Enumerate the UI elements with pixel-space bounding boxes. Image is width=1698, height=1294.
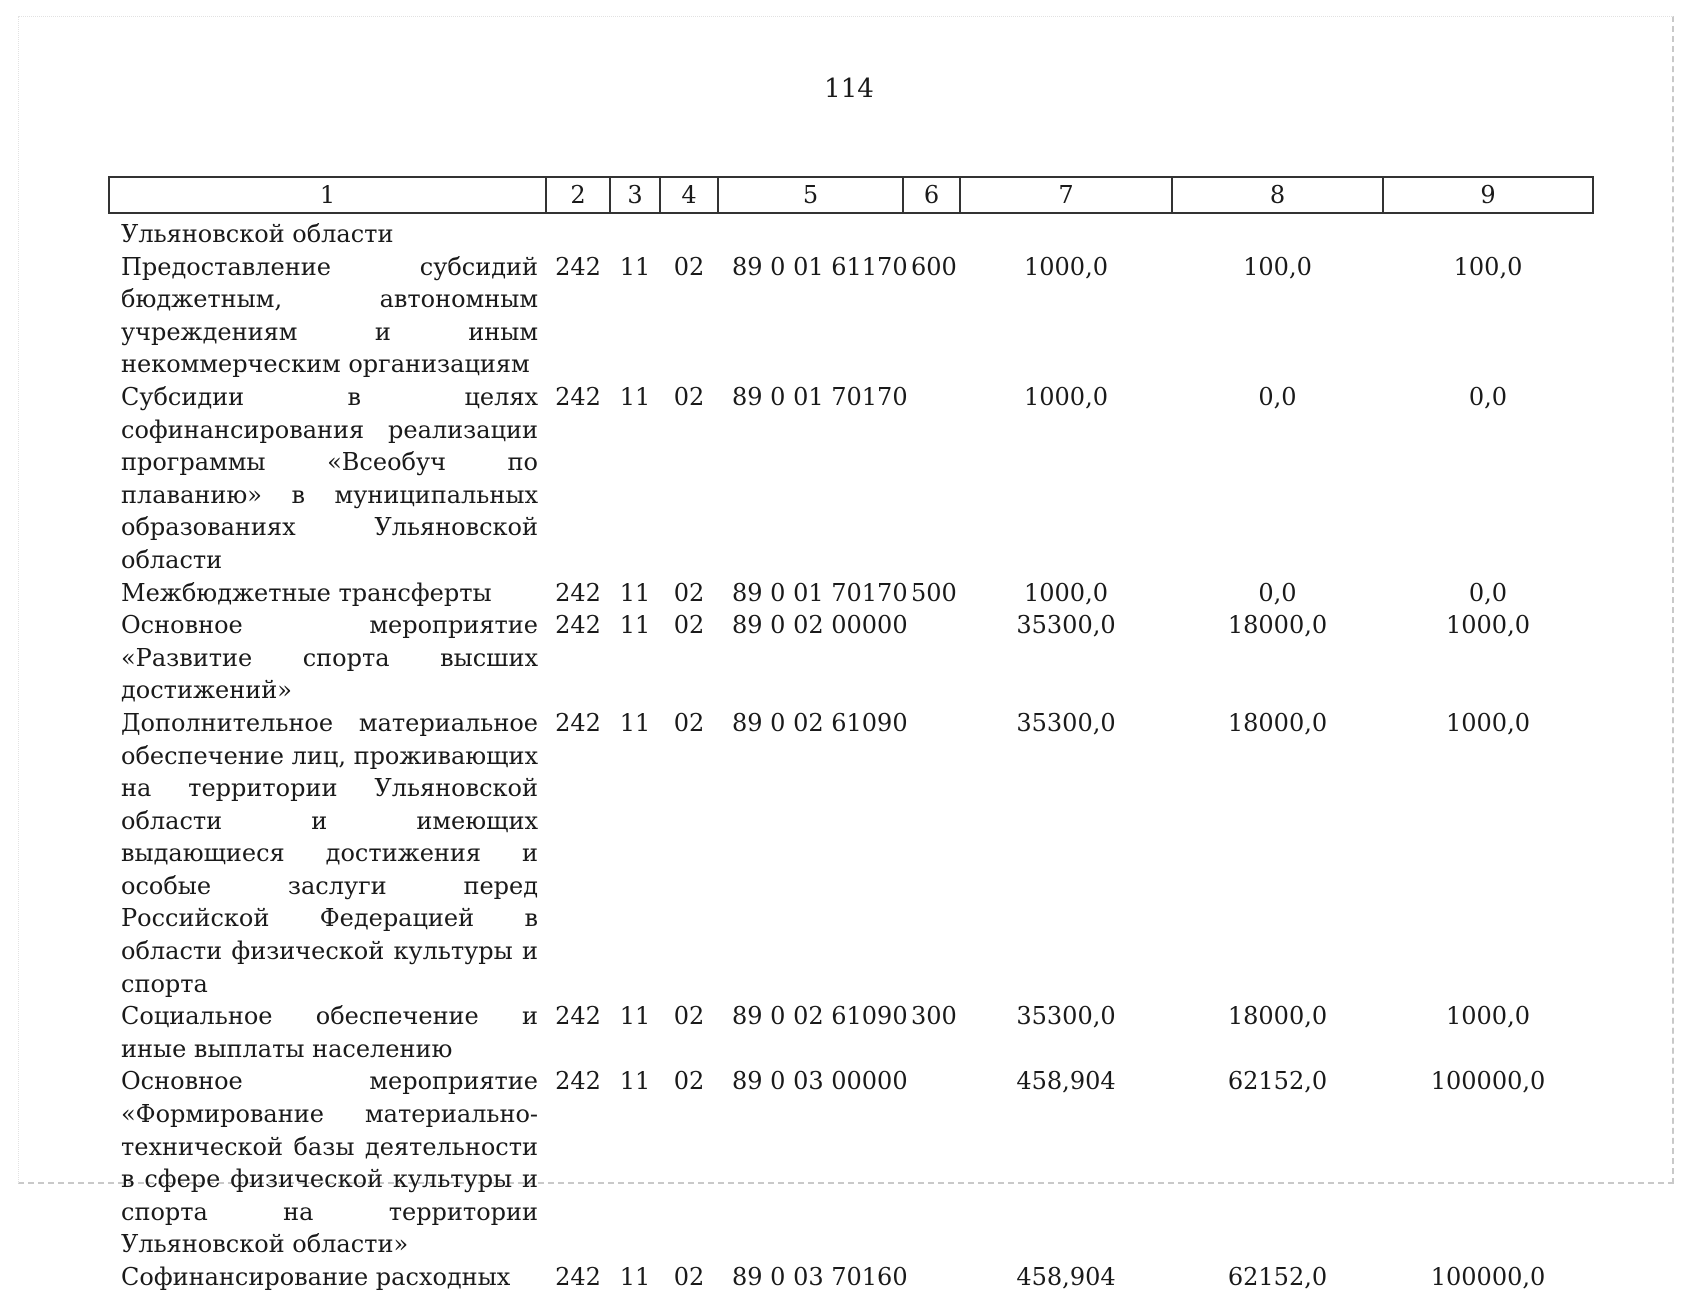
cell-col6: [903, 1065, 960, 1261]
cell-col5: 89 0 01 70170: [732, 578, 908, 607]
cell-col3: 11: [619, 708, 651, 737]
cell-col7: 35300,0: [1016, 708, 1116, 737]
cell-col2: 242: [555, 1263, 601, 1291]
cell-col2: 242: [555, 1002, 601, 1031]
budget-table: [108, 176, 1594, 1294]
cell-col7: 1000,0: [1024, 252, 1108, 281]
cell-col8: 18000,0: [1227, 611, 1328, 640]
column-header-9: 9: [1383, 177, 1593, 213]
row-description: Софинансирование расходных: [121, 1263, 511, 1291]
cell-col9: 100,0: [1453, 252, 1523, 281]
cell-col4: 02: [673, 1002, 705, 1031]
column-header-5: 5: [718, 177, 903, 213]
row-description: Основное мероприятие «Формирование материально-технической базы деятельности в сфере физической культуры и спорта на территории Ульяновской области»: [121, 1067, 538, 1259]
cell-col3: 11: [619, 1002, 651, 1031]
cell-col5: 89 0 01 70170: [732, 382, 908, 411]
cell-col9: 0,0: [1468, 382, 1508, 411]
cell-col5: [718, 213, 903, 251]
cell-col3: 11: [619, 611, 651, 640]
cell-col6: [903, 213, 960, 251]
cell-col7: 1000,0: [1024, 578, 1108, 607]
cell-col8: [1172, 213, 1383, 251]
cell-col5: 89 0 02 00000: [732, 611, 908, 640]
cell-col4: 02: [673, 382, 705, 411]
cell-col6: 500: [911, 578, 957, 607]
cell-col6: 300: [911, 1002, 957, 1031]
cell-col9: 100000,0: [1430, 1067, 1546, 1096]
cell-col3: 11: [619, 252, 651, 281]
cell-col8: 62152,0: [1227, 1263, 1328, 1291]
cell-col7: 1000,0: [1024, 382, 1108, 411]
cell-col3: 11: [619, 382, 651, 411]
cell-col4: 02: [673, 708, 705, 737]
cell-col2: 242: [555, 252, 601, 281]
table-header-row: [109, 177, 1593, 213]
cell-col7: [960, 213, 1172, 251]
row-description: Основное мероприятие «Развитие спорта высших достижений»: [121, 611, 538, 705]
cell-col4: 02: [673, 1263, 705, 1291]
cell-col8: 100,0: [1243, 252, 1312, 281]
cell-col7: 35300,0: [1016, 1002, 1116, 1031]
cell-col7: 35300,0: [1016, 611, 1116, 640]
cell-col3: 11: [619, 578, 651, 607]
cell-col7: 458,904: [1016, 1263, 1116, 1291]
cell-col9: 1000,0: [1446, 708, 1530, 737]
cell-col2: 242: [555, 708, 601, 737]
table-row: [109, 609, 1593, 707]
cell-col9: 0,0: [1468, 578, 1508, 607]
cell-col4: 02: [673, 252, 705, 281]
cell-col6: 600: [911, 252, 957, 281]
table-row: [109, 1065, 1593, 1261]
cell-col9: 1000,0: [1446, 1002, 1530, 1031]
cell-col4: 02: [673, 611, 705, 640]
cell-col9: 1000,0: [1446, 611, 1530, 640]
cell-col2: 242: [555, 611, 601, 640]
cell-col2: 242: [555, 578, 601, 607]
cell-col8: 18000,0: [1227, 708, 1328, 737]
cell-col7: 458,904: [1016, 1067, 1116, 1096]
cell-col4: 02: [673, 1067, 705, 1096]
table-row: [109, 381, 1593, 577]
cell-col2: 242: [555, 382, 601, 411]
cell-col5: 89 0 02 61090: [732, 708, 908, 737]
row-description: Дополнительное материальное обеспечение лиц, проживающих на территории Ульяновской области и имеющих выдающиеся достижения и особые заслуги перед Российской Федерацией в области физической культуры и спорта: [121, 708, 539, 998]
table-row: [109, 213, 1593, 251]
cell-col2: 242: [555, 1067, 601, 1096]
row-description: Межбюджетные трансферты: [121, 578, 492, 607]
table-row: [109, 1000, 1593, 1065]
cell-col4: 02: [673, 578, 705, 607]
cell-col6: [903, 609, 960, 707]
column-header-7: 7: [960, 177, 1172, 213]
cell-col3: 11: [619, 1263, 651, 1291]
table-row: [109, 577, 1593, 610]
cell-col5: 89 0 01 61170: [732, 252, 908, 281]
column-header-2: 2: [546, 177, 610, 213]
cell-col2: [546, 213, 610, 251]
cell-col4: [660, 213, 718, 251]
cell-col8: 18000,0: [1227, 1002, 1328, 1031]
column-header-4: 4: [660, 177, 718, 213]
cell-col8: 0,0: [1258, 382, 1297, 411]
row-description: Предоставление субсидий бюджетным, автономным учреждениям и иным некоммерческим организациям: [121, 252, 538, 379]
cell-col5: 89 0 02 61090: [732, 1002, 908, 1031]
column-header-6: 6: [903, 177, 960, 213]
page-number: 114: [824, 74, 874, 104]
row-description: Ульяновской области: [121, 220, 394, 248]
column-header-1: 1: [109, 177, 546, 213]
cell-col3: [610, 213, 660, 251]
cell-col9: 100000,0: [1430, 1263, 1546, 1291]
cell-col5: 89 0 03 70160: [732, 1263, 908, 1291]
cell-col3: 11: [619, 1067, 651, 1096]
cell-col8: 0,0: [1258, 578, 1297, 607]
cell-col6: [903, 1261, 960, 1294]
row-description: Субсидии в целях софинансирования реализации программы «Всеобуч по плаванию» в муниципальных образованиях Ульяновской области: [121, 382, 538, 574]
column-header-8: 8: [1172, 177, 1383, 213]
row-description: Социальное обеспечение и иные выплаты населению: [121, 1002, 538, 1063]
column-header-3: 3: [610, 177, 660, 213]
cell-col8: 62152,0: [1227, 1067, 1328, 1096]
table-row: [109, 707, 1593, 1000]
table-row: [109, 1261, 1593, 1294]
table-row: [109, 251, 1593, 381]
cell-col6: [903, 381, 960, 577]
cell-col6: [903, 707, 960, 1000]
cell-col5: 89 0 03 00000: [732, 1067, 908, 1096]
cell-col9: [1383, 213, 1593, 251]
